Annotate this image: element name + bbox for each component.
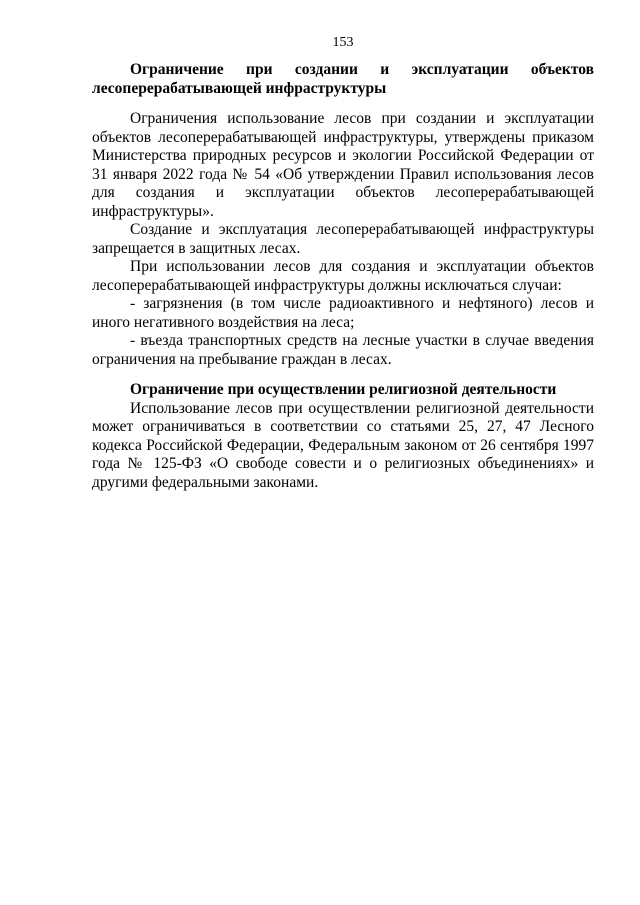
paragraph: Создание и эксплуатация лесоперерабатывающей инфраструктуры запрещается в защитных лесах. [92,221,594,257]
document-page [92,34,594,492]
list-item: - загрязнения (в том числе радиоактивного и нефтяного) лесов и иного негативного воздействия на леса; [92,295,594,331]
section-heading-religious-activity: Ограничение при осуществлении религиозной деятельности [130,381,557,398]
list-item: - въезда транспортных средств на лесные участки в случае введения ограничения на пребывание граждан в лесах. [92,332,594,368]
paragraph: Ограничения использование лесов при создании и эксплуатации объектов лесоперерабатывающей инфраструктуры, утверждены приказом Министерства природных ресурсов и экологии Российской Федерации от 31 января 2022 года № 54 «Об утверждении Правил использования лесов для создания и эксплуатации объектов лесоперерабатывающей инфраструктуры». [92,110,594,220]
page-number: 153 [332,35,354,50]
paragraph: Использование лесов при осуществлении религиозной деятельности может ограничиваться в соответствии со статьями 25, 27, 47 Лесного кодекса Российской Федерации, Федеральным законом от 26 сентября 1997 года № 125-ФЗ «О свободе совести и о религиозных объединениях» и другими федеральными законами. [92,399,594,491]
paragraph: При использовании лесов для создания и эксплуатации объектов лесоперерабатывающей инфраструктуры должны исключаться случаи: [92,258,594,294]
section-heading-forest-processing: Ограничение при создании и эксплуатации объектов лесоперерабатывающей инфраструктуры [92,61,594,97]
